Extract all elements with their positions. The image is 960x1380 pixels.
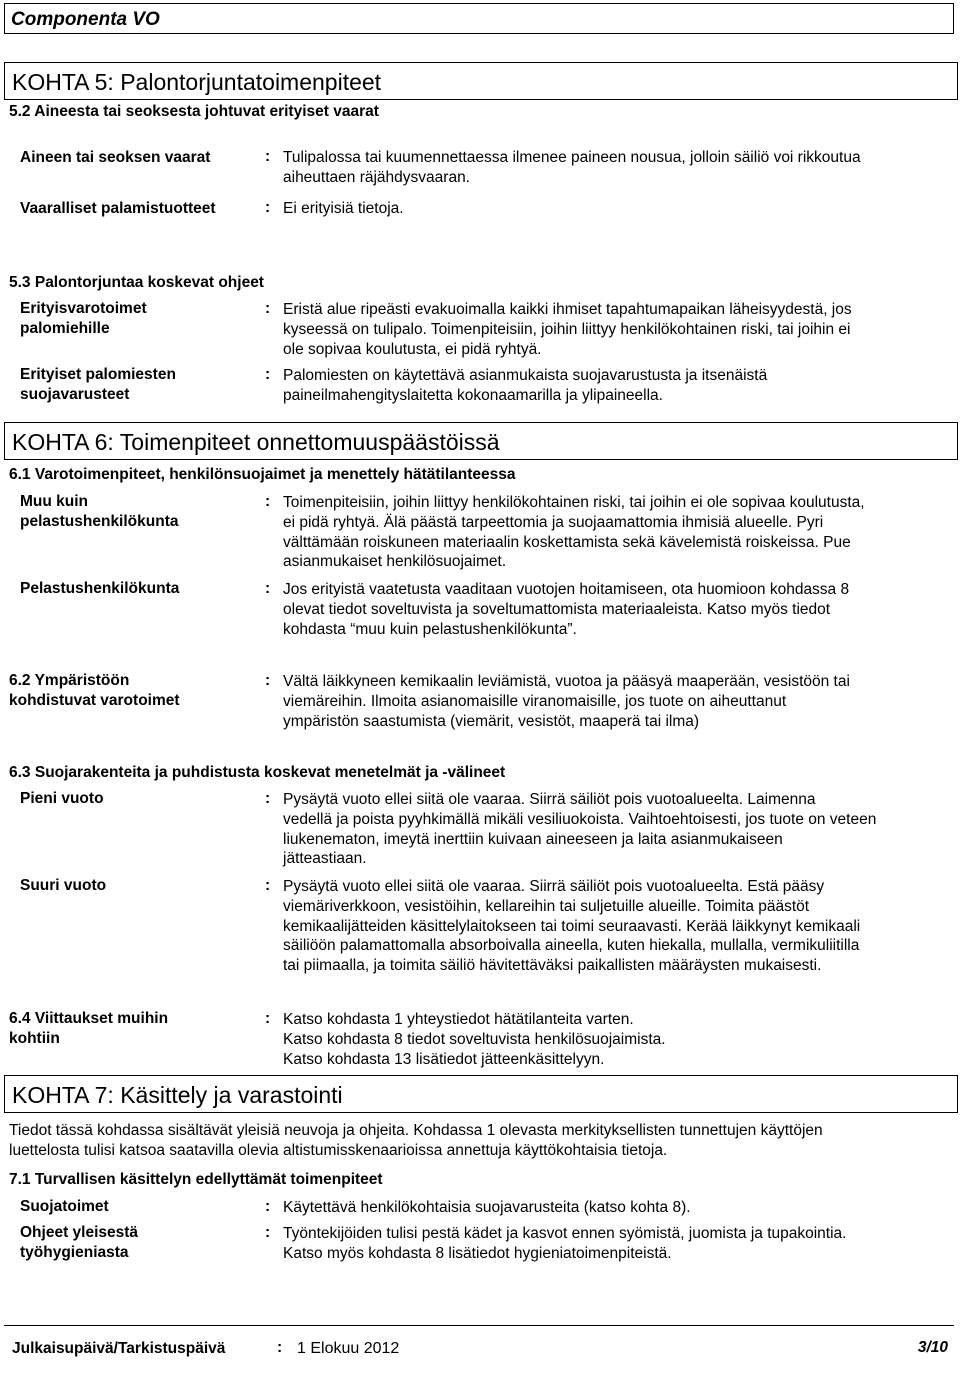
- colon: :: [265, 1010, 271, 1027]
- section-5-heading: KOHTA 5: Palontorjuntatoimenpiteet: [12, 69, 382, 95]
- subsection-5-2-title: 5.2 Aineesta tai seoksesta johtuvat erityiset vaarat: [9, 103, 379, 120]
- label-large-spill: Suuri vuoto: [20, 877, 107, 894]
- text-environmental-precautions: Vältä läikkyneen kemikaalin leviämistä, vuotoa ja pääsyä maaperään, vesistöön tai viemäreihin. Ilmoita asianomaisille viranomaisille, jos tuote on aiheuttanut ympäristön saastumista (viemärit, vesistöt, maaperä tai ilma): [283, 673, 850, 730]
- colon: :: [265, 580, 271, 597]
- text-non-emergency-personnel: Toimenpiteisiin, joihin liittyy henkilökohtainen riski, tai joihin ei ole sopivaa koulutusta, ei pidä ryhtyä. Älä päästä tarpeettomia ja suojaamattomia ihmisiä alueelle. Pyri välttämään roiskuneen materiaalin koskettamista sekä kävelemistä roiskeissa. Pue asianmukaiset henkilösuojaimet.: [283, 494, 865, 571]
- section-5-heading-box: [4, 62, 958, 100]
- label-firefighter-precautions: Erityisvarotoimet palomiehille: [20, 300, 147, 337]
- section-7-heading: KOHTA 7: Käsittely ja varastointi: [12, 1082, 343, 1108]
- colon: :: [265, 1224, 271, 1241]
- text-combustion-products: Ei erityisiä tietoja.: [283, 200, 404, 217]
- footer-colon: :: [277, 1339, 283, 1356]
- text-firefighter-equipment: Palomiesten on käytettävä asianmukaista suojavarustusta ja itsenäistä paineilmahengityslaitetta kokonaamarilla ja ylipaineella.: [283, 367, 768, 404]
- text-firefighter-precautions: Eristä alue ripeästi evakuoimalla kaikki ihmiset tapahtumapaikan läheisyydestä, jos kyseessä on tulipalo. Toimenpiteisiin, joihin liittyy henkilökohtainen riski, tai joihin ei ole sopivaa koulutusta, ei pidä ryhtyä.: [283, 301, 852, 358]
- footer-divider: [4, 1325, 954, 1326]
- label-firefighter-equipment: Erityiset palomiesten suojavarusteet: [20, 366, 176, 403]
- label-emergency-responders: Pelastushenkilökunta: [20, 580, 180, 597]
- label-substance-hazards: Aineen tai seoksen vaarat: [20, 149, 211, 166]
- label-small-spill: Pieni vuoto: [20, 790, 104, 807]
- text-emergency-responders: Jos erityistä vaatetusta vaaditaan vuotojen hoitamiseen, ota huomioon kohdassa 8 olevat tiedot soveltuvista ja soveltumattomista materiaaleista. Katso myös tiedot kohdasta “muu kuin pelastushenkilökunta”.: [283, 581, 850, 638]
- label-combustion-products: Vaaralliset palamistuotteet: [20, 200, 216, 217]
- colon: :: [265, 790, 271, 807]
- label-non-emergency-personnel: Muu kuin pelastushenkilökunta: [20, 493, 179, 530]
- text-references: Katso kohdasta 1 yhteystiedot hätätilanteita varten. Katso kohdasta 8 tiedot soveltuvista henkilösuojaimista. Katso kohdasta 13 lisätiedot jätteenkäsittelyyn.: [283, 1011, 666, 1068]
- colon: :: [265, 1198, 271, 1215]
- label-occupational-hygiene: Ohjeet yleisestä työhygieniasta: [20, 1224, 139, 1261]
- section-6-heading-box: [4, 422, 958, 460]
- colon: :: [265, 148, 271, 165]
- colon: :: [265, 199, 271, 216]
- colon: :: [265, 672, 271, 689]
- label-references: 6.4 Viittaukset muihin kohtiin: [9, 1010, 169, 1047]
- text-small-spill: Pysäytä vuoto ellei siitä ole vaaraa. Siirrä säiliöt pois vuotoalueelta. Laimenna vedellä ja poista pyyhkimällä mikäli vesiliuokoista. Vaihtoehtoisesti, jos tuote on veteen liukenematon, imeytä inerttiin kuivaan aineeseen ja laita asianmukaiseen jätteastiaan.: [283, 791, 877, 868]
- colon: :: [265, 877, 271, 894]
- section-7-heading-box: [4, 1075, 958, 1113]
- page-number: 3/10: [917, 1339, 948, 1356]
- subsection-5-3-title: 5.3 Palontorjuntaa koskevat ohjeet: [9, 274, 264, 291]
- text-large-spill: Pysäytä vuoto ellei siitä ole vaaraa. Siirrä säiliöt pois vuotoalueelta. Estä pääsy viemäriverkkoon, vesistöihin, kellareihin tai suljetuille alueille. Toimita päästöt kemikaalijätteiden käsittelylaitokseen tai toimi seuraavasti. Kerää läikkynyt kemikaali säiliöön palamattomalla absorboivalla aineella, kuten hiekalla, mullalla, vermikuliitilla tai piimaalla, ja toimita säiliö hävitettäväksi paikallisten määräysten mukaisesti.: [283, 878, 861, 975]
- footer-date-label: Julkaisupäivä/Tarkistuspäivä: [12, 1340, 226, 1357]
- text-substance-hazards: Tulipalossa tai kuumennettaessa ilmenee paineen nousua, jolloin säiliö voi rikkoutua aiheuttaen räjähdysvaaran.: [283, 149, 861, 186]
- colon: :: [265, 493, 271, 510]
- text-occupational-hygiene: Työntekijöiden tulisi pestä kädet ja kasvot ennen syömistä, juomista ja tupakointia. Katso myös kohdasta 8 lisätiedot hygieniatoimenpiteistä.: [283, 1225, 847, 1262]
- subsection-6-3-title: 6.3 Suojarakenteita ja puhdistusta koskevat menetelmät ja -välineet: [9, 764, 506, 781]
- document-header: [4, 3, 954, 34]
- label-environmental-precautions: 6.2 Ympäristöön kohdistuvat varotoimet: [9, 672, 180, 709]
- text-protective-measures: Käytettävä henkilökohtaisia suojavarusteita (katso kohta 8).: [283, 1199, 691, 1216]
- subsection-6-1-title: 6.1 Varotoimenpiteet, henkilönsuojaimet ja menettely hätätilanteessa: [9, 466, 516, 483]
- footer-date: 1 Elokuu 2012: [297, 1340, 400, 1357]
- colon: :: [265, 300, 271, 317]
- product-name: Componenta VO: [11, 9, 160, 30]
- label-protective-measures: Suojatoimet: [20, 1198, 109, 1215]
- section-7-intro: Tiedot tässä kohdassa sisältävät yleisiä neuvoja ja ohjeita. Kohdassa 1 olevasta merkityksellisten tunnettujen käyttöjen luettelosta tulisi katsoa saatavilla olevia altistumisskenaarioissa annettuja käyttökohtaisia tietoja.: [9, 1122, 823, 1159]
- colon: :: [265, 366, 271, 383]
- section-6-heading: KOHTA 6: Toimenpiteet onnettomuuspäästöissä: [12, 429, 500, 455]
- subsection-7-1-title: 7.1 Turvallisen käsittelyn edellyttämät toimenpiteet: [9, 1171, 383, 1188]
